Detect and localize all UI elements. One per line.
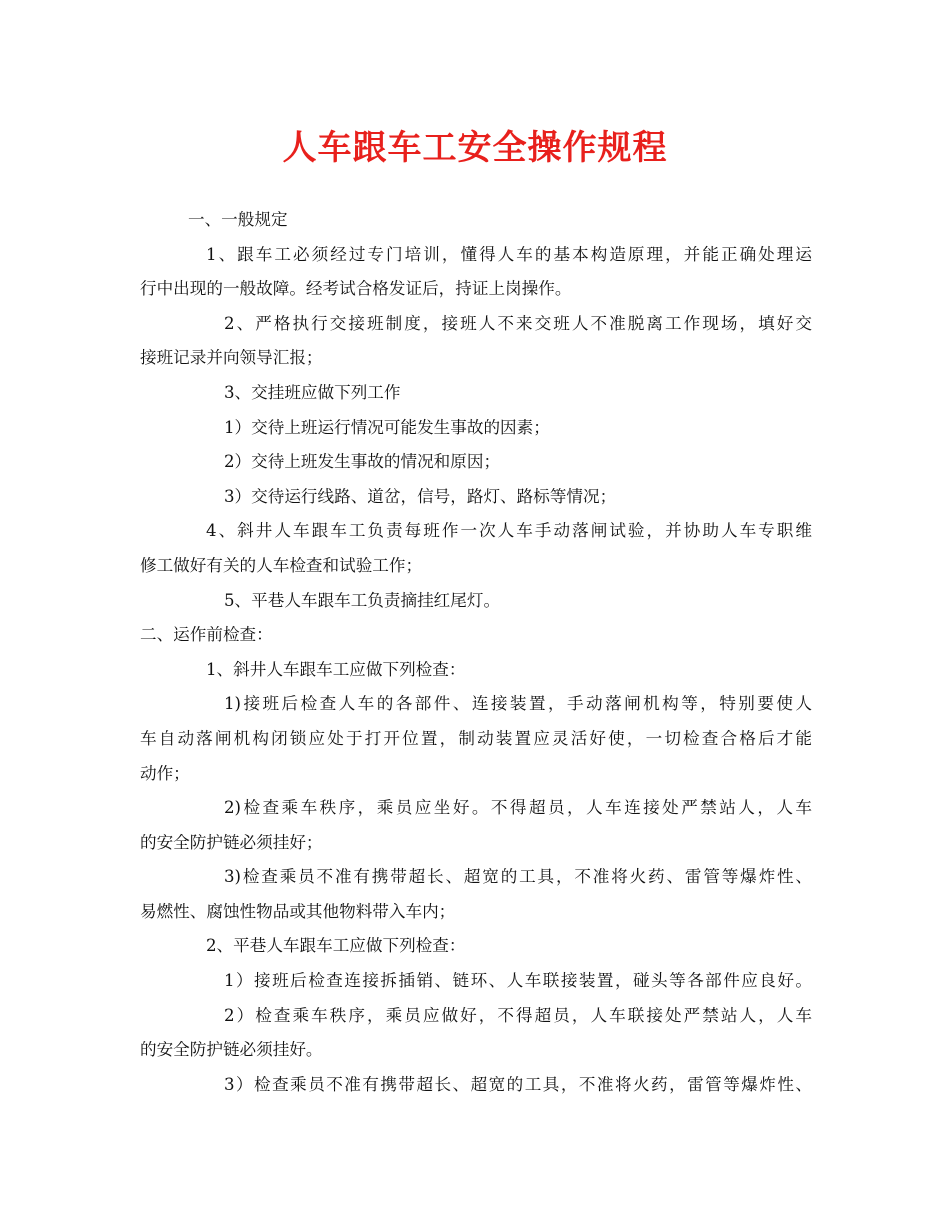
paragraph-line: 车自动落闸机构闭锁应处于打开位置，制动装置应灵活好使，一切检查合格后才能 xyxy=(140,728,812,748)
paragraph-line: 2、严格执行交接班制度，接班人不来交班人不准脱离工作现场，填好交 xyxy=(224,313,812,333)
paragraph-line: 行中出现的一般故障。经考试合格发证后，持证上岗操作。 xyxy=(140,279,572,299)
paragraph-line: 的安全防护链必须挂好。 xyxy=(140,1040,323,1060)
paragraph-line: 2、平巷人车跟车工应做下列检查： xyxy=(206,936,466,956)
paragraph-line: 3)检查乘员不准有携带超长、超宽的工具，不准将火药、雷管等爆炸性、 xyxy=(224,867,812,887)
paragraph-line: 2)检查乘车秩序，乘员应坐好。不得超员，人车连接处严禁站人，人车 xyxy=(224,798,812,818)
paragraph-line: 动作； xyxy=(140,763,190,783)
paragraph-line: 接班记录并向领导汇报； xyxy=(140,348,323,368)
paragraph-line: 1）接班后检查连接拆插销、链环、人车联接装置，碰头等各部件应良好。 xyxy=(224,971,812,991)
paragraph-line: 1）交待上班运行情况可能发生事故的因素； xyxy=(224,417,550,437)
document-body xyxy=(140,203,812,1102)
paragraph-line: 5、平巷人车跟车工负责摘挂红尾灯。 xyxy=(224,590,501,610)
paragraph-line: 3）交待运行线路、道岔，信号，路灯、路标等情况； xyxy=(224,486,617,506)
paragraph-line: 二、运作前检查： xyxy=(140,625,273,645)
paragraph-line: 一、一般规定 xyxy=(188,210,288,229)
paragraph-line: 2）检查乘车秩序，乘员应做好，不得超员，人车联接处严禁站人，人车 xyxy=(224,1005,812,1025)
paragraph-line: 易燃性、腐蚀性物品或其他物料带入车内； xyxy=(140,901,456,921)
paragraph-line: 2）交待上班发生事故的情况和原因； xyxy=(224,452,501,472)
paragraph-line: 3、交挂班应做下列工作 xyxy=(224,382,401,402)
paragraph-line: 3）检查乘员不准有携带超长、超宽的工具，不准将火药，雷管等爆炸性、 xyxy=(224,1074,812,1094)
paragraph-line: 的安全防护链必须挂好； xyxy=(140,832,323,852)
paragraph-line: 4、斜井人车跟车工负责每班作一次人车手动落闸试验，并协助人车专职维 xyxy=(206,521,812,541)
paragraph-line: 修工做好有关的人车检查和试验工作； xyxy=(140,555,423,575)
document-title: 人车跟车工安全操作规程 xyxy=(282,128,668,168)
paragraph-line: 1、跟车工必须经过专门培训，懂得人车的基本构造原理，并能正确处理运 xyxy=(206,244,812,264)
paragraph-line: 1、斜井人车跟车工应做下列检查： xyxy=(206,659,466,679)
paragraph-line: 1)接班后检查人车的各部件、连接装置，手动落闸机构等，特别要使人 xyxy=(224,694,812,714)
